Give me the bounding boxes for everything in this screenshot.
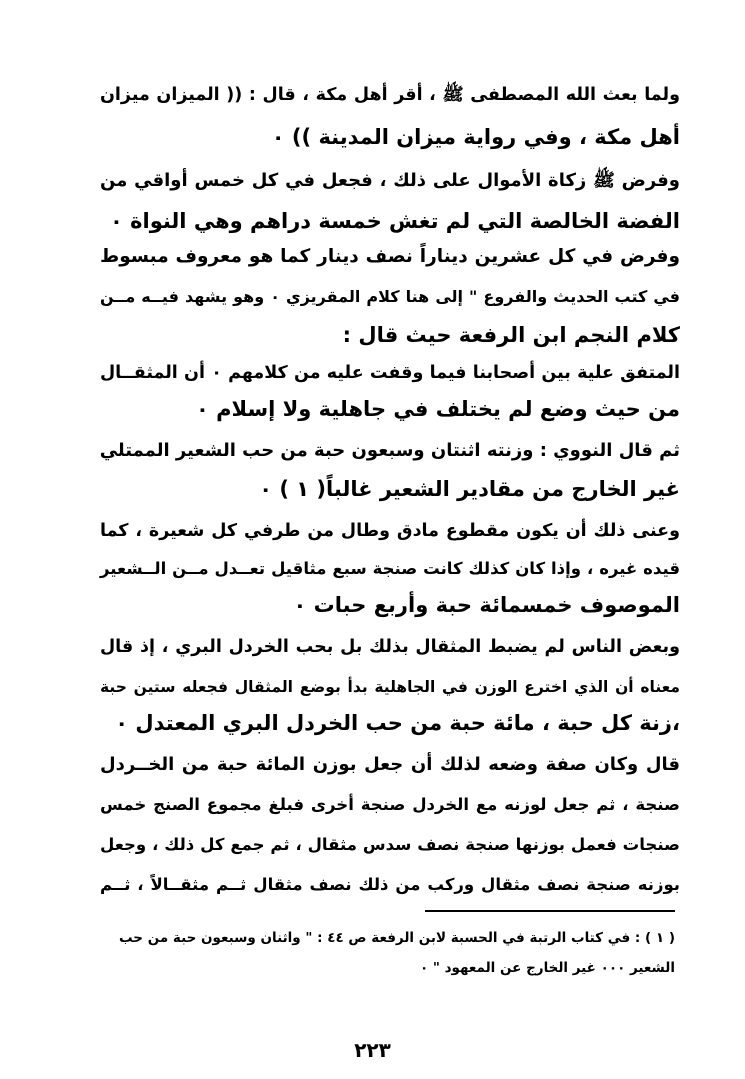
text-line-19: صنجة ، ثم جعل لوزنه مع الخردل صنجة أخرى فبلغ مجموع الصنج خمس: [100, 795, 680, 814]
text-line-17: ،زنة كل حبة ، مائة حبة من حب الخردل البري المعتدل ٠: [115, 711, 680, 735]
footnote-line-1: ( ١ ) : في كتاب الرتبة في الحسبة لابن الرفعة ص ٤٤ : " واثنان وسبعون حبة من حب: [118, 930, 675, 946]
text-line-13: قيده غيره ، وإذا كان كذلك كانت صنجة سبع مثاقيل تعــدل مــن الــشعير: [100, 559, 680, 578]
text-line-1: ولما بعث الله المصطفى ﷺ ، أقر أهل مكة ، قال : (( الميزان ميزان: [100, 85, 680, 105]
text-line-7: كلام النجم ابن الرفعة حيث قال :: [342, 323, 680, 347]
text-line-18: قال وكان صفة وضعه لذلك أن جعل بوزن المائة حبة من الخــردل: [100, 754, 680, 775]
page-number: ٢٢٣: [354, 1038, 391, 1062]
text-line-15: وبعض الناس لم يضبط المثقال بذلك بل بحب الخردل البري ، إذ قال: [100, 637, 680, 657]
text-line-11: غير الخارج من مقادير الشعير غالباً( ١ ) ٠: [259, 477, 680, 501]
text-line-8: المتفق علية بين أصحابنا فيما وقفت عليه من كلامهم ٠ أن المثقــال: [100, 363, 681, 383]
text-line-14: الموصوف خمسمائة حبة وأربع حبات ٠: [293, 593, 680, 617]
footnote-line-2: الشعير ٠٠٠ غير الخارج عن المعهود " ٠: [419, 960, 675, 976]
text-line-21: بوزنه صنجة نصف مثقال وركب من ذلك نصف مثقال ثــم مثقــالاً ، ثــم: [100, 875, 680, 894]
text-line-20: صنجات فعمل بوزنها صنجة نصف سدس مثقال ، ثم جمع كل ذلك ، وجعل: [100, 835, 680, 854]
text-line-9: من حيث وضع لم يختلف في جاهلية ولا إسلام ٠: [195, 397, 680, 421]
text-line-6: في كتب الحديث والفروع " إلى هنا كلام المقريزي ٠ وهو يشهد فيــه مــن: [100, 287, 681, 306]
text-line-4: الفضة الخالصة التي لم تغش خمسة دراهم وهي النواة ٠: [109, 209, 680, 233]
text-line-10: ثم قال النووي : وزنته اثنتان وسبعون حبة من حب الشعير الممتلي: [99, 440, 680, 461]
text-line-2: أهل مكة ، وفي رواية ميزان المدينة )) ٠: [271, 125, 680, 149]
text-line-16: معناه أن الذي اخترع الوزن في الجاهلية بدأ بوضع المثقال فجعله ستين حبة: [100, 678, 680, 696]
text-line-3: وفرض ﷺ زكاة الأموال على ذلك ، فجعل في كل خمس أواقي من: [100, 170, 680, 191]
footnote-separator: [425, 910, 675, 912]
text-line-5: وفرض في كل عشرين ديناراً نصف دينار كما هو معروف مبسوط: [100, 246, 680, 267]
text-line-12: وعنى ذلك أن يكون مقطوع مادق وطال من طرفي كل شعيرة ، كما: [100, 521, 680, 541]
